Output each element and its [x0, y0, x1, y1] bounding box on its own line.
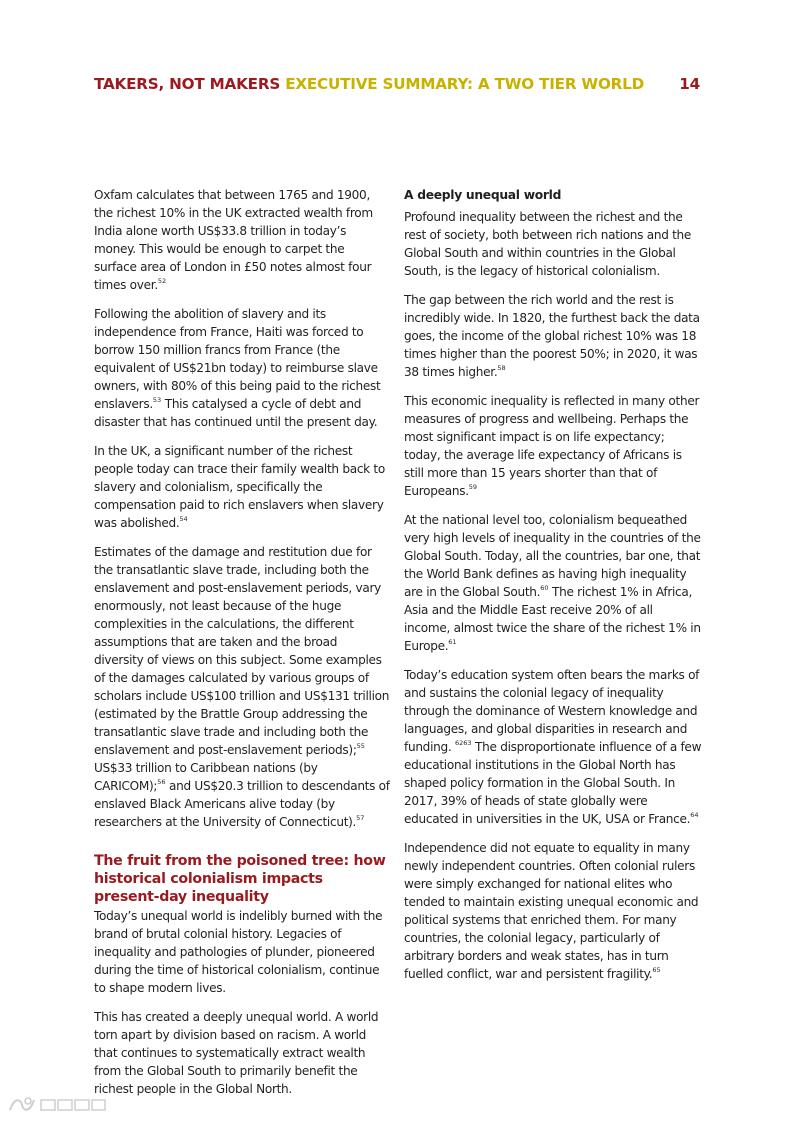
watermark-icon: [8, 1096, 36, 1114]
watermark-text-art: [40, 1097, 106, 1113]
paragraph: Oxfam calculates that between 1765 and 1900, the richest 10% in the UK extracted wealth from India alone worth US$33.8 trillion in today’s money. This would be enough to carpet the surface area of London in £50 notes almost four times over.$^{52}$: [94, 188, 373, 292]
footnote-ref: 6263: [454, 739, 472, 747]
paragraph: In the UK, a significant number of the richest people today can trace their family wealth back to slavery and colonialism, specifically the compensation paid to rich enslavers when slavery was abolished.$^{54}$: [94, 444, 385, 530]
header-title-yellow: EXECUTIVE SUMMARY: A TWO TIER WORLD: [285, 75, 645, 93]
paragraph: Today’s unequal world is indelibly burned with the brand of brutal colonial history. Legacies of inequality and pathologies of plunder, pioneered during the time of historical colonialism, continue to shape modern lives.: [94, 909, 383, 995]
paragraph: This has created a deeply unequal world. A world torn apart by division based on racism. A world that continues to systematically extract wealth from the Global South to primarily benefit the richest people in the Global North.: [94, 1010, 379, 1096]
paragraph: This economic inequality is reflected in many other measures of progress and wellbeing. Perhaps the most significant impact is on life expectancy; today, the average life expectancy of Africans is still more than 15 years shorter than that of Europeans.$^{59}$: [404, 394, 700, 498]
footnote-ref: 61: [448, 638, 457, 646]
section-heading: The fruit from the poisoned tree: how historical colonialism impacts present-day inequality: [94, 853, 386, 905]
right-column: [404, 186, 702, 994]
footnote-ref: 53: [152, 396, 162, 404]
paragraph: Estimates of the damage and restitution due for the transatlantic slave trade, including both the enslavement and post-enslavement periods, vary enormously, not least because of the huge complexities in the calculations, the different assumptions that are taken and the broad diversity of views on this subject. Some examples of the damages calculated by various groups of scholars include US$100 trillion and US$131 trillion (estimated by the Brattle Group addressing the transatlantic slave trade and including both the enslavement and post-enslavement periods);$^{55}$ US$33 trillion to Caribbean nations (by CARICOM);$^{56}$ and US$20.3 trillion to descendants of enslaved Black Americans alive today (by researchers at the University of Connecticut).$^{57}$: [94, 545, 390, 829]
paragraph: Following the abolition of slavery and its independence from France, Haiti was forced to borrow 150 million francs from France (the equivalent of US$21bn today) to reimburse slave owners, with 80% of this being paid to the richest enslavers.$^{53}$ This catalysed a cycle of debt and disaster that has continued until the present day.: [94, 307, 381, 429]
footnote-ref: 52: [157, 277, 167, 285]
footnote-ref: 54: [179, 515, 188, 523]
paragraph: Profound inequality between the richest and the rest of society, both between rich nations and the Global South and within countries in the Global South, is the legacy of historical colonialism.: [404, 210, 692, 278]
paragraph: Independence did not equate to equality in many newly independent countries. Often colonial rulers were simply exchanged for national elites who tended to maintain existing unequal economic and political systems that enriched them. For many countries, the colonial legacy, particularly of arbitrary borders and weak states, has in turn fuelled conflict, war and persistent fragility.$^{65}$: [404, 841, 699, 981]
left-column: [94, 186, 390, 1109]
paragraph: Today’s education system often bears the marks of and sustains the colonial legacy of inequality through the dominance of Western knowledge and languages, and global disparities in research and funding. $^{6263}$ The disproportionate influence of a few educational institutions in the Global North has shaped policy formation in the Global South. In 2017, 39% of heads of state globally were educated in universities in the UK, USA or France.$^{64}$: [404, 668, 702, 826]
paragraph: The gap between the rich world and the rest is incredibly wide. In 1820, the furthest back the data goes, the income of the global richest 10% was 18 times higher than the poorest 50%; in 2020, it was 38 times higher.$^{58}$: [404, 293, 700, 379]
header-title-red: TAKERS, NOT MAKERS: [94, 75, 281, 93]
watermark-logo: [8, 1094, 106, 1116]
footnote-ref: 57: [356, 814, 365, 822]
footnote-ref: 58: [497, 364, 506, 372]
footnote-ref: 59: [468, 483, 478, 491]
paragraph: At the national level too, colonialism bequeathed very high levels of inequality in the countries of the Global South. Today, all the countries, bar one, that the World Bank defines as having high inequality are in the Global South.$^{60}$ The richest 1% in Africa, Asia and the Middle East receive 20% of all income, almost twice the share of the richest 1% in Europe.$^{61}$: [404, 513, 701, 653]
footnote-ref: 65: [652, 966, 661, 974]
footnote-ref: 60: [540, 584, 549, 592]
footnote-ref: 55: [356, 742, 365, 750]
page-header: [94, 72, 700, 96]
footnote-ref: 56: [157, 778, 166, 786]
subheading: A deeply unequal world: [404, 188, 562, 202]
page-number: 14: [679, 75, 700, 93]
footnote-ref: 64: [690, 811, 699, 819]
